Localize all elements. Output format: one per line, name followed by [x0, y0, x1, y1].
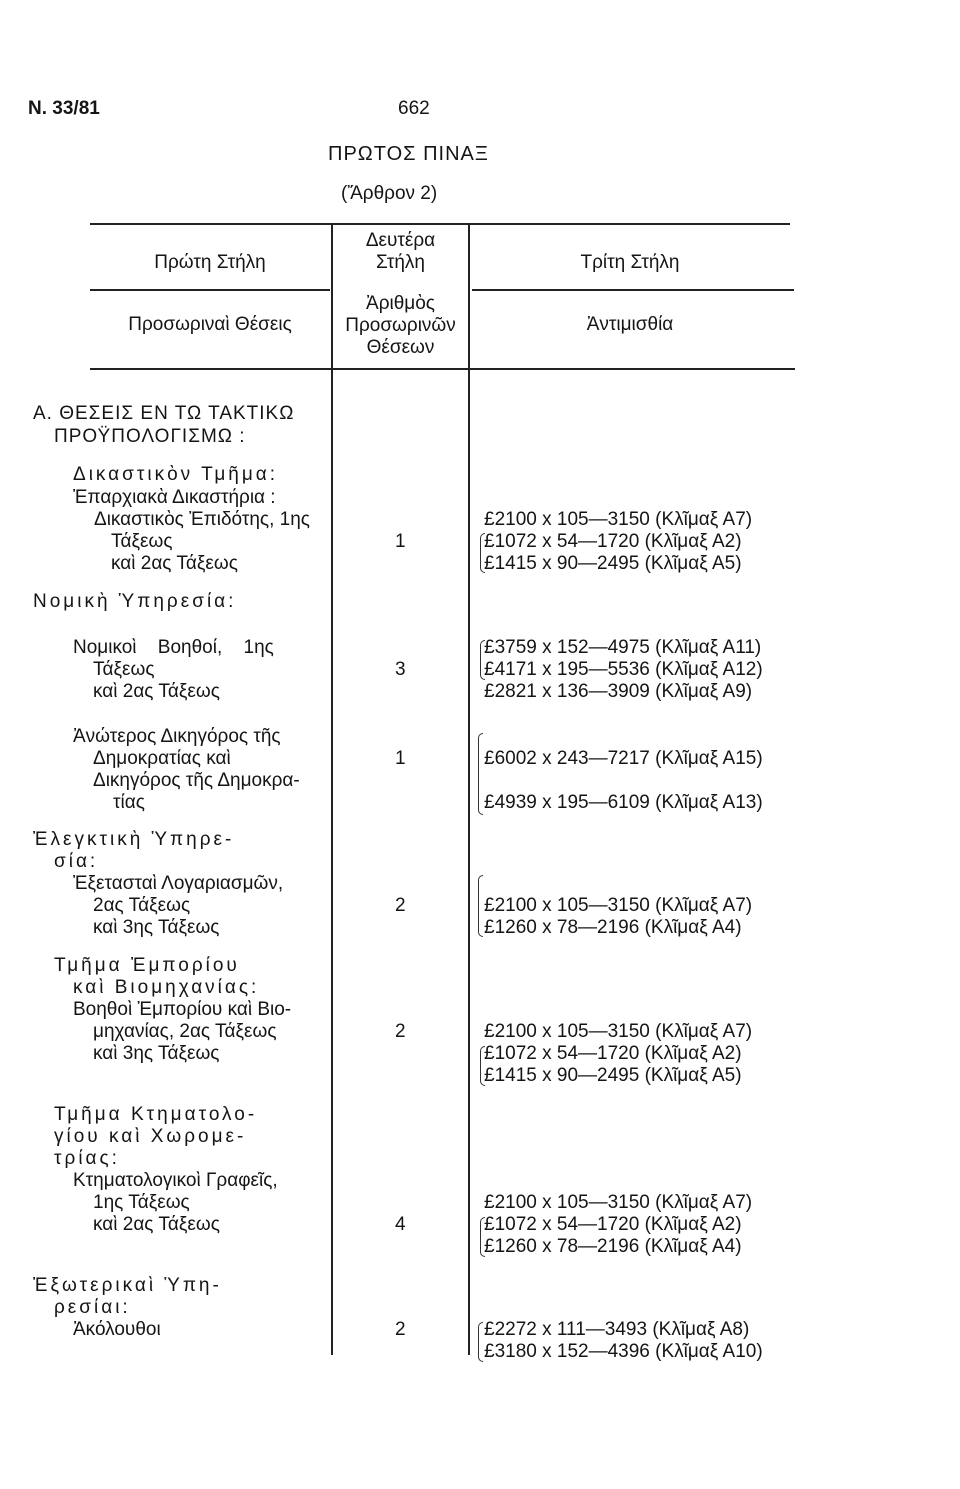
group-emporiou-heading-2: καὶ Βιομηχανίας: — [73, 977, 260, 998]
group-elegktiki-heading-1: Ἐλεγκτικὴ Ὑπηρε- — [33, 829, 235, 850]
ktimatologiou-salary-2: £1072 x 54—1720 (Κλῖμαξ Α2) — [484, 1214, 742, 1235]
elegktiki-count: 2 — [395, 895, 406, 916]
col-separator-2 — [468, 223, 470, 1355]
exoterikai-line-1: Ἀκόλουθοι — [73, 1319, 161, 1340]
group-exoterikai-heading-2: ρεσίαι: — [54, 1297, 131, 1318]
nomiki-item2-line-4: τίας — [113, 792, 145, 813]
col2-sub-3: Θέσεων — [366, 337, 435, 358]
group-emporiou-heading-1: Τμῆμα Ἐμπορίου — [54, 955, 240, 976]
col2-sub-2: Προσωρινῶν — [345, 315, 456, 336]
table-subtitle: (Ἄρθρον 2) — [341, 183, 438, 204]
dikastiko-salary-1: £2100 x 105—3150 (Κλῖμαξ Α7) — [484, 509, 753, 530]
emporiou-line-3: καὶ 3ης Τάξεως — [93, 1043, 220, 1064]
elegktiki-brace — [478, 875, 483, 937]
nomiki-item1-line-2: Τάξεως — [93, 659, 155, 680]
nomiki-item1-line-1: Νομικοὶ Βοηθοί, 1ης — [73, 637, 274, 658]
exoterikai-salary-1: £2272 x 111—3493 (Κλῖμαξ Α8) — [484, 1319, 750, 1340]
nomiki-item2-brace — [478, 733, 483, 815]
nomiki-item1-count: 3 — [395, 659, 406, 680]
col2-sub-1: Ἀριθμὸς — [366, 293, 435, 314]
col3-sub: Ἀντιμισθία — [586, 314, 674, 335]
group-exoterikai-heading-1: Ἐξωτερικαὶ Ὑπη- — [33, 1275, 222, 1296]
ktimatologiou-line-3: καὶ 2ας Τάξεως — [93, 1214, 220, 1235]
ktimatologiou-count: 4 — [395, 1214, 406, 1235]
dikastiko-salary-2: £1072 x 54—1720 (Κλῖμαξ Α2) — [484, 531, 742, 552]
group-dikastiko-heading: Δικαστικὸν Τμῆμα: — [73, 464, 279, 485]
ktimatologiou-salary-1: £2100 x 105—3150 (Κλῖμαξ Α7) — [484, 1192, 753, 1213]
col3-label: Τρίτη Στήλη — [580, 252, 680, 273]
page-number: 662 — [398, 98, 430, 119]
elegktiki-salary-1: £2100 x 105—3150 (Κλῖμαξ Α7) — [484, 895, 753, 916]
exoterikai-brace — [478, 1322, 483, 1362]
nomiki-item2-line-3: Δικηγόρος τῆς Δημοκρα- — [93, 770, 300, 791]
table-title: ΠΡΩΤΟΣ ΠΙΝΑΞ — [328, 143, 489, 165]
ktimatologiou-line-2: 1ης Τάξεως — [93, 1192, 190, 1213]
nomiki-item1-salary-1: £3759 x 152—4975 (Κλῖμαξ Α11) — [484, 637, 762, 658]
nomiki-item2-count: 1 — [395, 748, 406, 769]
nomiki-item2-salary-1: £6002 x 243—7217 (Κλῖμαξ Α15) — [484, 748, 763, 769]
group-nomiki-heading: Νομικὴ Ὑπηρεσία: — [33, 591, 237, 612]
law-number: Ν. 33/81 — [28, 98, 100, 119]
dikastiko-line-1: Δικαστικὸς Ἐπιδότης, 1ης — [94, 509, 310, 530]
col1-sub: Προσωριναὶ Θέσεις — [128, 314, 292, 335]
exoterikai-count: 2 — [395, 1319, 406, 1340]
nomiki-item2-line-2: Δημοκρατίας καὶ — [93, 748, 231, 769]
emporiou-salary-3: £1415 x 90—2495 (Κλῖμαξ Α5) — [484, 1065, 742, 1086]
nomiki-item2-salary-2: £4939 x 195—6109 (Κλῖμαξ Α13) — [484, 792, 763, 813]
ktimatologiou-line-1: Κτηματολογικοὶ Γραφεῖς, — [73, 1170, 278, 1191]
ktimatologiou-salary-3: £1260 x 78—2196 (Κλῖμαξ Α4) — [484, 1236, 742, 1257]
col2-label-1: Δευτέρα — [365, 230, 436, 251]
elegktiki-salary-2: £1260 x 78—2196 (Κλῖμαξ Α4) — [484, 917, 742, 938]
nomiki-item1-salary-2: £4171 x 195—5536 (Κλῖμαξ Α12) — [484, 659, 763, 680]
nomiki-item2-line-1: Ἀνώτερος Δικηγόρος τῆς — [73, 726, 281, 747]
group-dikastiko-sub: Ἐπαρχιακὰ Δικαστήρια : — [73, 487, 276, 508]
group-elegktiki-heading-2: σία: — [54, 851, 99, 872]
elegktiki-line-3: καὶ 3ης Τάξεως — [93, 917, 220, 938]
col1-label: Πρώτη Στήλη — [154, 252, 266, 273]
emporiou-count: 2 — [395, 1021, 406, 1042]
emporiou-salary-2: £1072 x 54—1720 (Κλῖμαξ Α2) — [484, 1043, 742, 1064]
dikastiko-line-3: καὶ 2ας Τάξεως — [111, 553, 238, 574]
col1-mid-rule — [90, 289, 330, 291]
col-separator-1 — [331, 223, 333, 1355]
exoterikai-salary-2: £3180 x 152—4396 (Κλῖμαξ Α10) — [484, 1341, 763, 1362]
elegktiki-line-1: Ἐξετασταὶ Λογαριασμῶν, — [73, 873, 284, 894]
section-a-title-2: ΠΡΟΫΠΟΛΟΓΙΣΜΩ : — [54, 426, 246, 447]
emporiou-line-1: Βοηθοὶ Ἐμπορίου καὶ Βιο- — [73, 999, 292, 1020]
nomiki-item1-line-3: καὶ 2ας Τάξεως — [93, 681, 220, 702]
col2-label-2: Στήλη — [376, 252, 425, 273]
header-bottom-rule — [90, 368, 795, 370]
dikastiko-count: 1 — [395, 531, 406, 552]
emporiou-line-2: μηχανίας, 2ας Τάξεως — [93, 1021, 277, 1042]
dikastiko-salary-3: £1415 x 90—2495 (Κλῖμαξ Α5) — [484, 553, 742, 574]
col3-mid-rule — [472, 289, 794, 291]
group-ktimatologiou-heading-3: τρίας: — [54, 1148, 120, 1169]
group-ktimatologiou-heading-2: γίου καὶ Χωρομε- — [54, 1126, 247, 1147]
elegktiki-line-2: 2ας Τάξεως — [93, 895, 191, 916]
section-a-title-1: Α. ΘΕΣΕΙΣ ΕΝ ΤΩ ΤΑΚΤΙΚΩ — [33, 403, 295, 424]
dikastiko-line-2: Τάξεως — [111, 531, 173, 552]
header-top-rule — [90, 223, 790, 225]
nomiki-item1-salary-3: £2821 x 136—3909 (Κλῖμαξ Α9) — [484, 681, 753, 702]
group-ktimatologiou-heading-1: Τμῆμα Κτηματολο- — [54, 1104, 258, 1125]
emporiou-salary-1: £2100 x 105—3150 (Κλῖμαξ Α7) — [484, 1021, 753, 1042]
